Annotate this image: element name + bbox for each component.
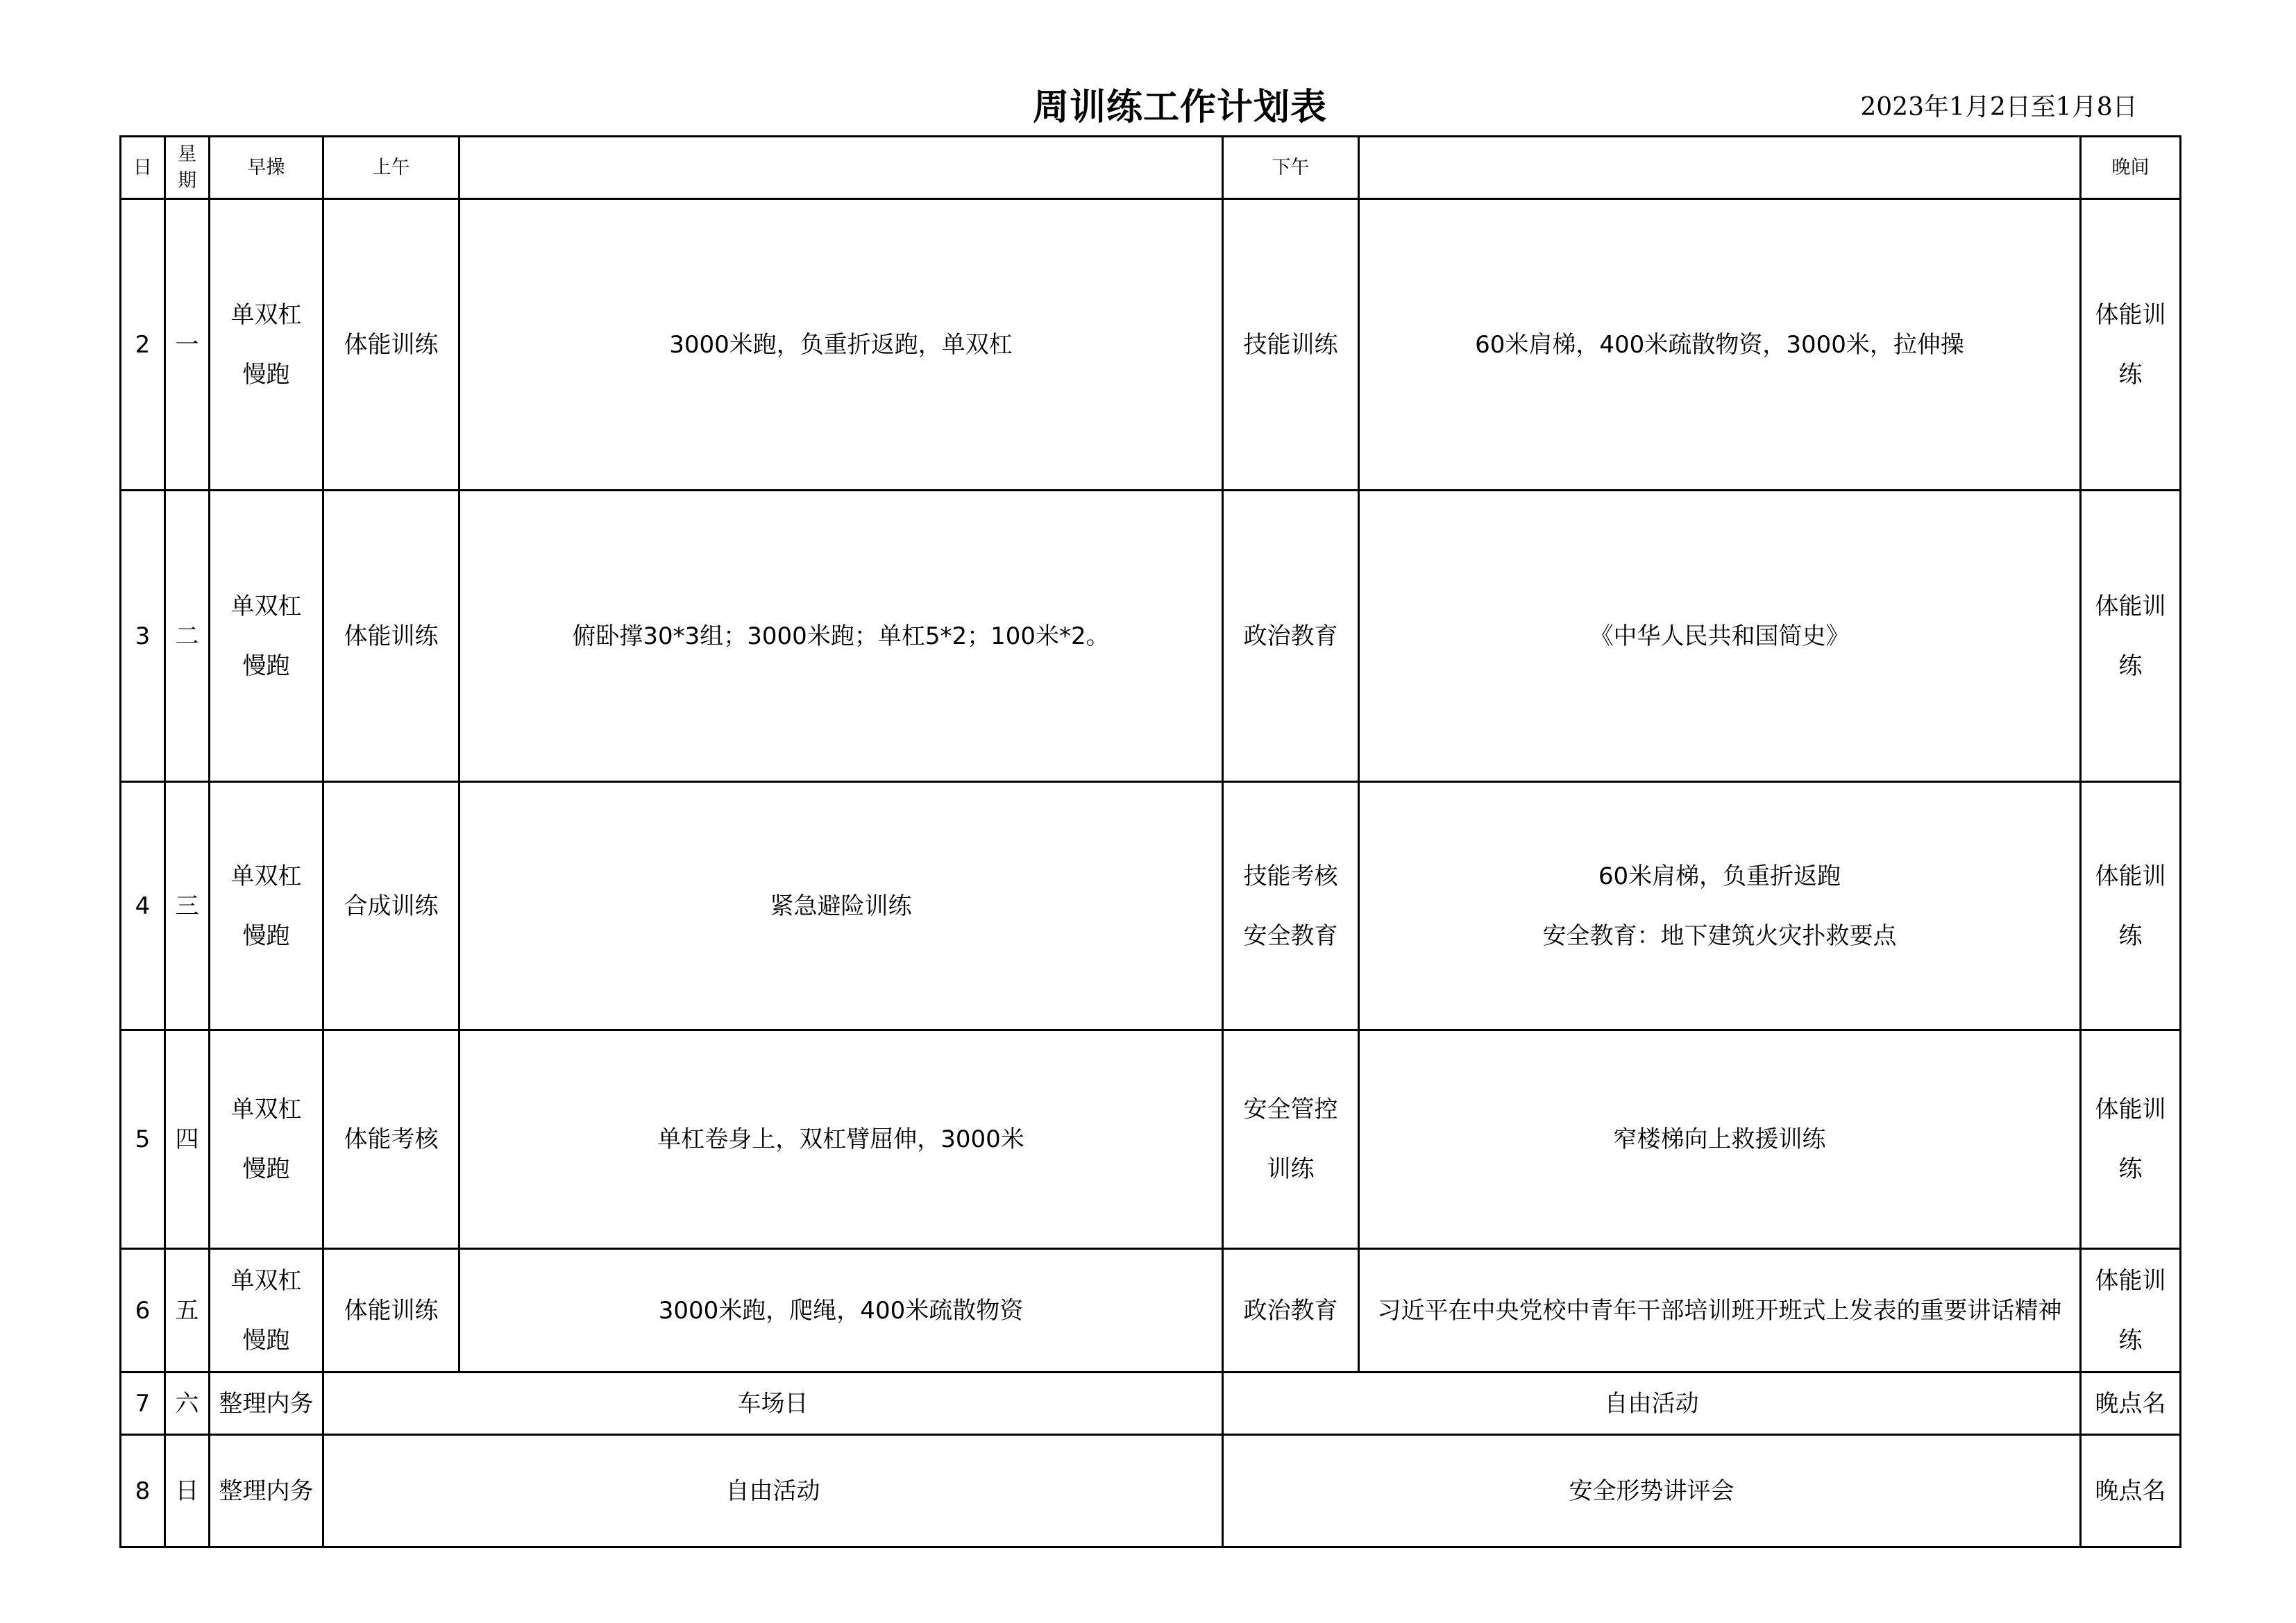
am-detail-cell: 3000米跑，负重折返跑，单双杠 <box>459 199 1223 491</box>
weekday-cell: 四 <box>165 1030 210 1249</box>
pm-detail-line1: 习近平在中央党校中青年干部培训班开班式上发表的重要讲话精神 <box>1377 1296 2062 1325</box>
evening-line2: 练 <box>2118 1155 2143 1183</box>
header-morning-exercise: 早操 <box>210 137 323 199</box>
header-evening: 晚间 <box>2081 137 2181 199</box>
pm-type-line1: 政治教育 <box>1243 622 1338 650</box>
evening-line2: 练 <box>2118 360 2143 389</box>
morning-line1: 单双杠 <box>230 1266 302 1295</box>
am-type-cell: 体能考核 <box>323 1030 459 1249</box>
table-row <box>121 491 2181 782</box>
morning-cell <box>210 1030 323 1249</box>
pm-type-line1: 技能训练 <box>1243 330 1338 359</box>
weekday-cell: 一 <box>165 199 210 491</box>
weekday-cell: 五 <box>165 1249 210 1373</box>
table-row <box>121 1030 2181 1249</box>
day-cell: 4 <box>121 782 165 1030</box>
pm-type-line1: 安全管控 <box>1243 1096 1338 1123</box>
pm-detail-line1: 60米肩梯，400米疏散物资，3000米，拉伸操 <box>1475 330 1964 359</box>
evening-cell <box>2081 199 2181 491</box>
morning-line1: 单双杠 <box>230 862 302 890</box>
page-title: 周训练工作计划表 <box>1032 86 1327 128</box>
pm-detail-line1: 60米肩梯，负重折返跑 <box>1598 862 1841 890</box>
pm-type-line1: 技能考核 <box>1243 862 1338 890</box>
header-day: 日 <box>121 137 165 199</box>
am-type-cell: 体能训练 <box>323 491 459 782</box>
weekday-cell: 三 <box>165 782 210 1030</box>
morning-cell: 整理内务 <box>210 1373 323 1435</box>
header-row <box>121 137 2181 199</box>
pm-detail-line1: 窄楼梯向上救援训练 <box>1613 1125 1826 1153</box>
morning-cell <box>210 782 323 1030</box>
evening-cell: 晚点名 <box>2081 1435 2181 1547</box>
header-weekday-line2: 期 <box>178 169 196 192</box>
header-weekday <box>165 137 210 199</box>
evening-line2: 练 <box>2118 652 2143 680</box>
table-row <box>121 199 2181 491</box>
evening-cell <box>2081 782 2181 1030</box>
morning-line2: 慢跑 <box>242 360 290 389</box>
morning-cell <box>210 1249 323 1373</box>
pm-type-line2: 安全教育 <box>1243 921 1338 950</box>
day-cell: 3 <box>121 491 165 782</box>
am-detail-cell: 单杠卷身上，双杠臂屈伸，3000米 <box>459 1030 1223 1249</box>
am-detail-cell: 3000米跑，爬绳，400米疏散物资 <box>459 1249 1223 1373</box>
header-am: 上午 <box>323 137 459 199</box>
morning-line1: 单双杠 <box>230 592 302 620</box>
morning-line1: 单双杠 <box>230 1096 302 1123</box>
date-range: 2023年1月2日至1月8日 <box>1860 93 2138 121</box>
header-pm-detail <box>1359 137 2081 199</box>
table-row <box>121 1249 2181 1373</box>
training-plan-table <box>119 135 2181 1548</box>
evening-line1: 体能训 <box>2095 300 2166 329</box>
table-row <box>121 1435 2181 1547</box>
pm-cell: 安全形势讲评会 <box>1223 1435 2081 1547</box>
am-detail-cell: 俯卧撑30*3组；3000米跑；单杠5*2；100米*2。 <box>459 491 1223 782</box>
morning-line2: 慢跑 <box>242 1326 290 1354</box>
am-cell: 车场日 <box>323 1373 1223 1435</box>
day-cell: 7 <box>121 1373 165 1435</box>
morning-line2: 慢跑 <box>242 1155 290 1183</box>
pm-detail-cell <box>1359 1249 2081 1373</box>
evening-cell <box>2081 1030 2181 1249</box>
pm-type-cell <box>1223 1249 1359 1373</box>
pm-detail-cell <box>1359 199 2081 491</box>
pm-type-line2: 训练 <box>1267 1155 1315 1183</box>
pm-type-cell <box>1223 1030 1359 1249</box>
pm-type-cell <box>1223 491 1359 782</box>
am-type-cell: 合成训练 <box>323 782 459 1030</box>
evening-line1: 体能训 <box>2095 862 2166 890</box>
header-weekday-line1: 星 <box>178 143 196 165</box>
weekday-cell: 六 <box>165 1373 210 1435</box>
evening-cell <box>2081 491 2181 782</box>
pm-type-cell <box>1223 199 1359 491</box>
pm-detail-cell <box>1359 782 2081 1030</box>
morning-cell: 整理内务 <box>210 1435 323 1547</box>
evening-cell: 晚点名 <box>2081 1373 2181 1435</box>
pm-type-line1: 政治教育 <box>1243 1296 1338 1325</box>
pm-detail-line1: 《中华人民共和国简史》 <box>1589 622 1850 650</box>
pm-cell: 自由活动 <box>1223 1373 2081 1435</box>
table-row <box>121 1373 2181 1435</box>
evening-line2: 练 <box>2118 1326 2143 1354</box>
weekday-cell: 日 <box>165 1435 210 1547</box>
pm-detail-line2: 安全教育：地下建筑火灾扑救要点 <box>1542 921 1897 950</box>
pm-type-cell <box>1223 782 1359 1030</box>
morning-cell <box>210 491 323 782</box>
day-cell: 5 <box>121 1030 165 1249</box>
morning-line1: 单双杠 <box>230 300 302 329</box>
evening-cell <box>2081 1249 2181 1373</box>
morning-line2: 慢跑 <box>242 652 290 680</box>
pm-detail-cell <box>1359 1030 2081 1249</box>
evening-line2: 练 <box>2118 921 2143 950</box>
weekday-cell: 二 <box>165 491 210 782</box>
morning-line2: 慢跑 <box>242 921 290 950</box>
evening-line1: 体能训 <box>2095 1266 2166 1295</box>
day-cell: 8 <box>121 1435 165 1547</box>
header-pm: 下午 <box>1223 137 1359 199</box>
pm-detail-cell <box>1359 491 2081 782</box>
header-am-detail <box>459 137 1223 199</box>
morning-cell <box>210 199 323 491</box>
evening-line1: 体能训 <box>2095 592 2166 620</box>
evening-line1: 体能训 <box>2095 1096 2166 1123</box>
am-cell: 自由活动 <box>323 1435 1223 1547</box>
am-detail-cell: 紧急避险训练 <box>459 782 1223 1030</box>
table-row <box>121 782 2181 1030</box>
day-cell: 6 <box>121 1249 165 1373</box>
day-cell: 2 <box>121 199 165 491</box>
am-type-cell: 体能训练 <box>323 1249 459 1373</box>
am-type-cell: 体能训练 <box>323 199 459 491</box>
